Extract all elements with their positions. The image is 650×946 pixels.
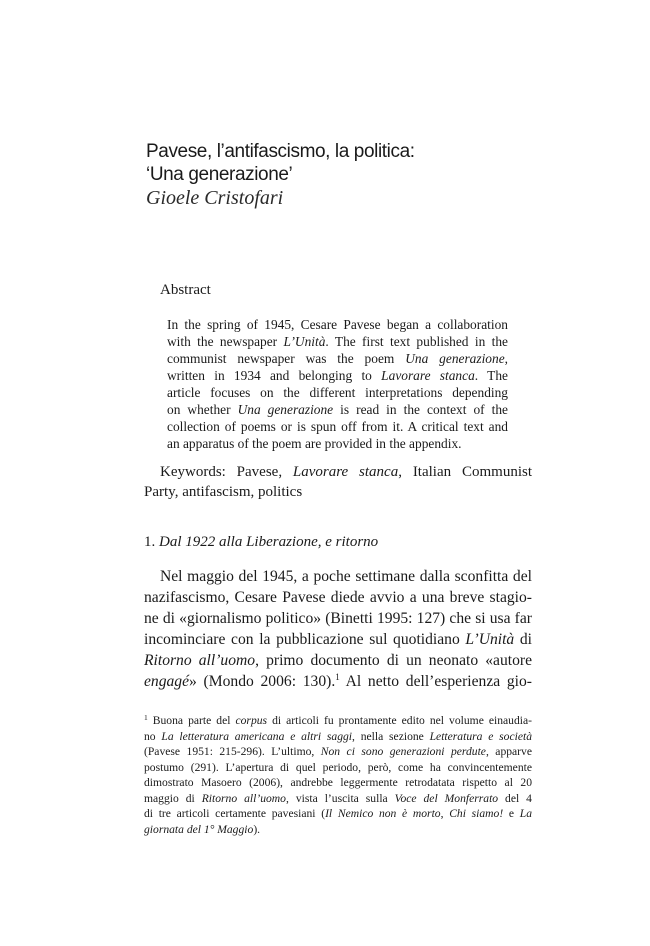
abstract-line: article focuses on the different interpretations depending xyxy=(167,385,508,400)
section-heading: 1. Dal 1922 alla Liberazione, e ritorno xyxy=(144,534,379,550)
footnote-line: maggio di Ritorno all’uomo, vista l’uscita sulla Voce del Monferrato del 4 xyxy=(144,791,532,805)
title-line: Pavese, l’antifascismo, la politica: xyxy=(146,141,415,162)
abstract-line: written in 1934 and belonging to Lavorare stanca. The xyxy=(167,368,508,383)
footnote-line: giornata del 1° Maggio). xyxy=(144,822,261,836)
abstract-line: collection of poems or is spun off from it. A critical text and xyxy=(167,419,508,434)
abstract-line: In the spring of 1945, Cesare Pavese began a collaboration xyxy=(167,317,508,332)
footnote-line: $^1$ Buona parte del corpus di articoli fu prontamente edito nel volume einaudia- xyxy=(144,713,532,727)
body-line: Ritorno all’uomo, primo documento di un neonato «autore xyxy=(144,652,533,669)
body-paragraph xyxy=(144,566,532,692)
body-line: incominciare con la pubblicazione sul quotidiano L’Unità di xyxy=(144,631,532,648)
footnote-line: (Pavese 1951: 215-296). L’ultimo, Non ci sono generazioni perdute, apparve xyxy=(144,745,532,758)
keywords-line: Party, antifascism, politics xyxy=(144,484,303,500)
footnote-reference: 1 xyxy=(335,672,340,682)
body-line: ne di «giornalismo politico» (Binetti 1995: 127) che si usa far xyxy=(144,610,532,627)
footnote-line: postumo (291). L’apertura di quel periodo, però, come ha convincentemente xyxy=(144,760,532,774)
abstract-line: communist newspaper was the poem Una generazione, xyxy=(167,351,508,366)
body-line: nazifascismo, Cesare Pavese diede avvio a una breve stagio- xyxy=(144,589,532,606)
footnote-line: di tre articoli certamente pavesiani (Il Nemico non è morto, Chi siamo! e La xyxy=(144,807,533,820)
footnote-line: no La letteratura americana e altri saggi, nella sezione Letteratura e società xyxy=(144,729,532,743)
abstract-text xyxy=(167,316,508,452)
abstract-line: an apparatus of the poem are provided in the appendix. xyxy=(167,436,462,451)
author-name: Gioele Cristofari xyxy=(146,187,284,209)
footnote xyxy=(144,713,532,837)
article-title xyxy=(146,140,566,186)
keywords xyxy=(144,462,532,502)
abstract-line: on whether Una generazione is read in the context of the xyxy=(167,402,509,417)
abstract-heading: Abstract xyxy=(160,282,211,298)
title-line: ‘Una generazione’ xyxy=(146,164,293,185)
body-line: Nel maggio del 1945, a poche settimane dalla sconfitta del xyxy=(160,568,532,585)
keywords-line: Keywords: Pavese, Lavorare stanca, Italian Communist xyxy=(160,464,532,480)
footnote-marker: 1 xyxy=(144,713,148,722)
abstract-line: with the newspaper L’Unità. The first text published in the xyxy=(167,334,508,349)
body-line: engagé» (Mondo 2006: 130).$^1$ Al netto dell’esperienza gio- xyxy=(144,672,532,690)
footnote-line: dimostrato Masoero (2006), andrebbe leggermente retrodatata rispetto al 20 xyxy=(144,776,532,789)
